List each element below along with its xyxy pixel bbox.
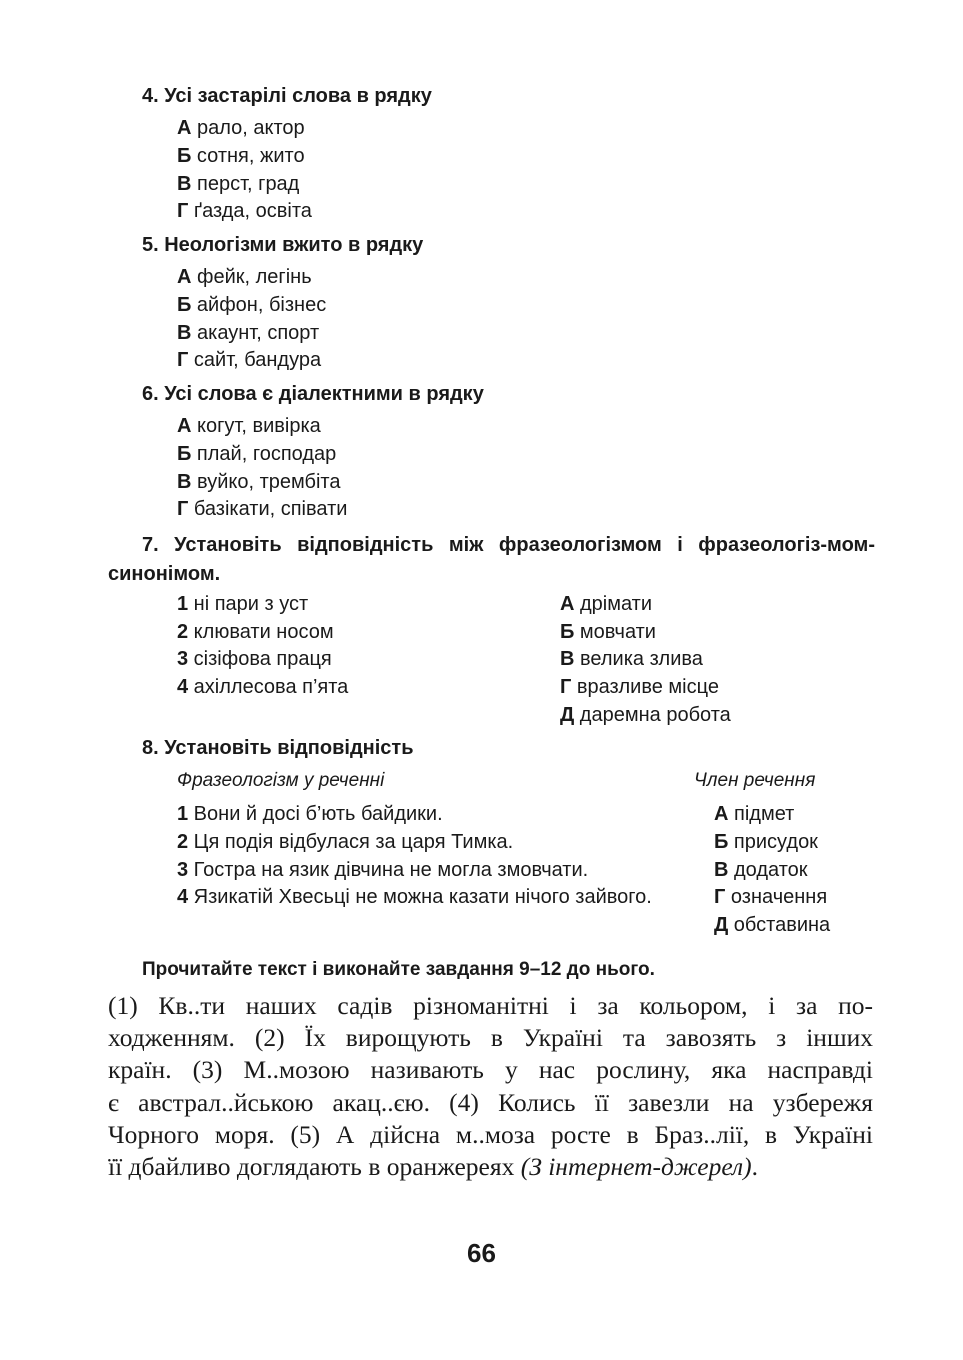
question-7-right-b: Б мовчати bbox=[560, 621, 656, 643]
question-7-right-e: Д даремна робота bbox=[560, 704, 731, 726]
question-6-option-c: В вуйко, трембіта bbox=[177, 471, 341, 493]
question-5-option-a: А фейк, легінь bbox=[177, 266, 312, 288]
question-5-option-c: В акаунт, спорт bbox=[177, 322, 320, 344]
question-6-option-d: Г базікати, співати bbox=[177, 498, 348, 520]
question-4-option-b: Б сотня, жито bbox=[177, 145, 305, 167]
reading-text bbox=[108, 990, 873, 1183]
question-7-left-1: 1 ні пари з уст bbox=[177, 593, 309, 615]
question-7-right-c: В велика злива bbox=[560, 648, 703, 670]
question-8-right-c: В додаток bbox=[714, 859, 808, 881]
reading-line: є австрал..йською акац..єю. (4) Колись її завезли на узбережя bbox=[108, 1087, 873, 1117]
question-8-right-header: Член речення bbox=[694, 770, 816, 791]
question-4-title: 4. Усі застарілі слова в рядку bbox=[142, 85, 432, 107]
question-7-left-2: 2 клювати носом bbox=[177, 621, 334, 643]
reading-line: ходженням. (2) Їх вирощують в Україні та завозять з інших bbox=[108, 1023, 873, 1053]
question-8-left-4: 4 Язикатій Хвесьці не можна казати нічого зайвого. bbox=[177, 886, 652, 908]
question-8-right-a: А підмет bbox=[714, 803, 795, 825]
reading-source: (З інтернет-джерел) bbox=[520, 1152, 752, 1182]
question-8-left-header: Фразеологізм у реченні bbox=[177, 770, 385, 791]
question-6-option-b: Б плай, господар bbox=[177, 443, 337, 465]
question-4-option-d: Г ґазда, освіта bbox=[177, 200, 312, 222]
question-8-right-d: Г означення bbox=[714, 886, 828, 908]
question-7-right-d: Г вразливе місце bbox=[560, 676, 719, 698]
question-6-title: 6. Усі слова є діалектними в рядку bbox=[142, 383, 484, 405]
question-7-right-a: А дрімати bbox=[560, 593, 653, 615]
question-8-right-b: Б присудок bbox=[714, 831, 818, 853]
question-5-title: 5. Неологізми вжито в рядку bbox=[142, 234, 424, 256]
question-8-title: 8. Установіть відповідність bbox=[142, 737, 414, 759]
question-6-option-a: А когут, вивірка bbox=[177, 415, 321, 437]
question-8-left-3: 3 Гостра на язик дівчина не могла змовчати. bbox=[177, 859, 589, 881]
question-4-option-c: В перст, град bbox=[177, 173, 300, 195]
question-7-left-4: 4 ахіллесова п’ята bbox=[177, 676, 349, 698]
page-number: 66 bbox=[467, 1238, 496, 1268]
reading-line: Чорного моря. (5) А дійсна м..моза росте в Браз..лії, в Україні bbox=[108, 1119, 873, 1149]
question-7-title: 7. Установіть відповідність між фразеологізмом і фразеологіз-мом-синонімом. bbox=[108, 534, 875, 585]
reading-line: країн. (3) М..мозою називають у нас рослину, яка насправді bbox=[108, 1055, 873, 1085]
reading-instruction: Прочитайте текст і виконайте завдання 9–12 до нього. bbox=[142, 959, 655, 980]
reading-line: (1) Кв..ти наших садів різноманітні і за кольором, і за по- bbox=[108, 991, 873, 1020]
question-5-option-b: Б айфон, бізнес bbox=[177, 294, 327, 316]
question-4-option-a: А рало, актор bbox=[177, 117, 305, 139]
reading-line-last: її дбайливо доглядають в оранжереях (З інтернет-джерел). bbox=[108, 1152, 759, 1182]
question-8-left-1: 1 Вони й досі б’ють байдики. bbox=[177, 803, 443, 825]
question-5-option-d: Г сайт, бандура bbox=[177, 349, 322, 371]
question-8-left-2: 2 Ця подія відбулася за царя Тимка. bbox=[177, 831, 514, 853]
question-8-right-e: Д обставина bbox=[714, 914, 831, 936]
question-7-left-3: 3 сізіфова праця bbox=[177, 648, 332, 670]
